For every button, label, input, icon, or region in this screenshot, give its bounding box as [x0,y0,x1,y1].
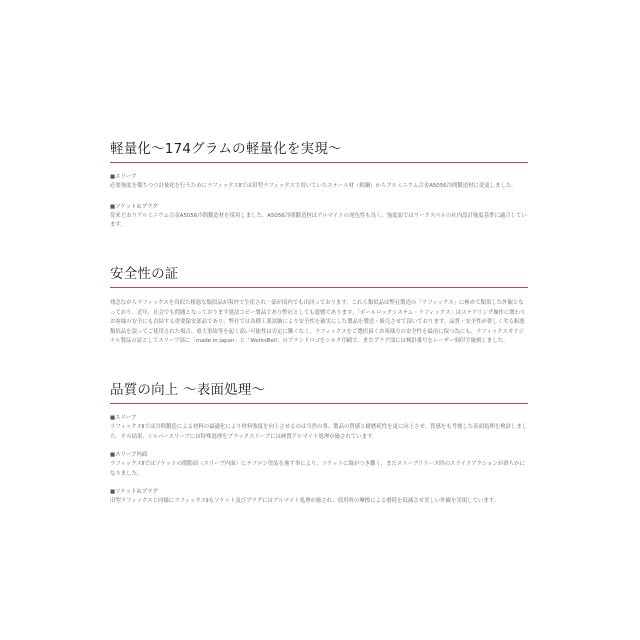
sleeve-block [110,414,528,442]
socket-plug-block [110,488,528,507]
socket-plug-heading: ■ソケット＆プラグ [110,203,158,210]
section-divider [110,403,528,404]
sleeve-heading: ■スリーブ [110,174,137,180]
socket-plug-block [110,203,528,231]
sleeve-inner-heading: ■スリーブ内面 [110,452,148,458]
section-title: 軽量化〜174グラムの軽量化を実現〜 [110,141,342,157]
sleeve-block [110,173,528,192]
sleeve-text: 必要強度を備ちつつ計量化を行うためにラフィックスⅡでは旧型ラフィックスで用いていたステール材（軟鋼）からアルミニウム合金A5056冷間鍛造材に変更しました。 [110,183,517,189]
sleeve-inner-block [110,451,528,479]
sleeve-heading: ■スリーブ [110,415,137,421]
sleeve-inner-text: ラフィックスⅡではソケットの摺動面（スリーブ内面）にテフロン塗装を施す事により、ソケットに傷がつき難く、またスリーブリリース時のスライドアクションが滑らかになりました。 [110,461,525,477]
socket-plug-heading: ■ソケット＆プラグ [110,489,158,495]
socket-plug-text: 旧型ラフィックスと同様にラフィックスⅡもソケット及びプラグにはアルマイト処理が施され、使用時の摩擦による磨耗を低減させ美しい外観を実現しています。 [110,498,500,504]
section-title: 品質の向上 〜表面処理〜 [110,382,266,398]
socket-plug-text: 従来どおりアルミニウム合金A5056冷間鍛造材を採用しました。A5056冷間鍛造材はアルマイトの発色性も良く、強度面ではワークスペルの社内設計強度基準に適合しています。 [110,212,527,228]
section-quality [110,378,528,507]
section-divider [110,287,528,288]
section-title: 安全性の証 [110,266,179,282]
section-divider [110,162,528,163]
safety-paragraph: 残念ながらラフィックスを真似た粗悪な類似品が海外で生産され一部が国内でも出回っております。これら類似品は弊社製造の「ラフィックス」に極めて類似した外観となっており、近年、社会でも問題となっております違法コピー製品であり弊社としても遺憾であります。「ボールロックシステム・ラフィックス」はステアリング操作に関わりお客様の安全にも直結する重要保安部品であり、弊社では各種工業試験により安全性を確実にした製品を製造・販売させて頂いております。品質・安全性が著しく劣る粗悪類似品を誤ってご使用された場合、重大事故等を起く高い可能性は否定に難くなく、ラフィックスをご選択頂くお客様方の安全性を最前に保つ為にも、ラフィックスオリジナル製品の証としてスリーブ部に「made in japan」と「WorksBell」のブランドロゴをシルク印刷で、またプラグ部には検針番号をレーザー刻印で施刻しました。 [110,300,526,344]
section-safety [110,262,528,347]
sleeve-text: ラフィックスⅡでは冷間鍛造による材料の最適化により材料強度を向上させるのは当然の事、製品の質感と耐磨耗性を更に向上させ、質感をも考慮した表面処理を検討しました。その結果、シルバースリーブには特殊処理をブラックスリーブには硬質アルマイト処理が施されています。 [110,424,528,440]
section-weight-reduction [110,137,528,231]
